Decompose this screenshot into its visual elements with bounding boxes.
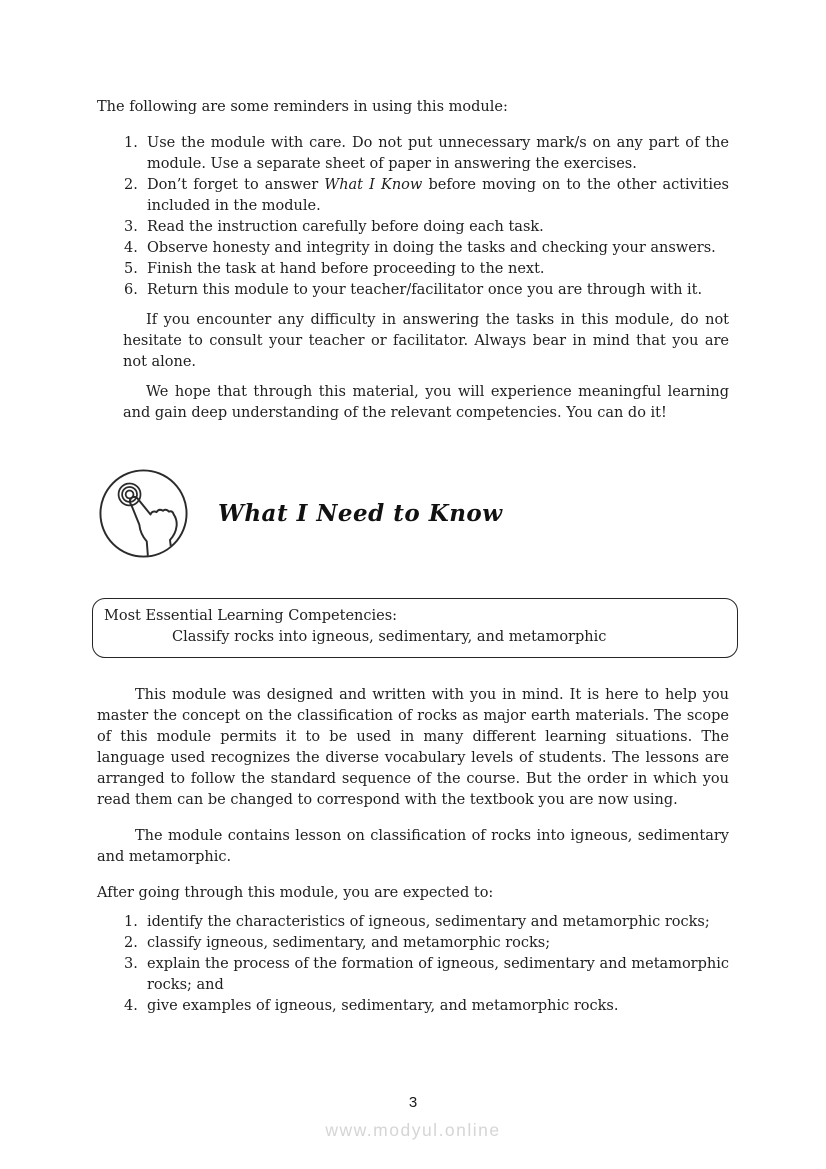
italic-phrase: What I Know	[324, 177, 423, 193]
list-item	[124, 217, 729, 238]
tap-hand-icon	[97, 467, 190, 560]
section-title: What I Need to Know	[218, 500, 503, 527]
list-item-text: Observe honesty and integrity in doing the tasks and checking your answers.	[147, 240, 716, 256]
list-item	[124, 933, 729, 954]
list-number: 1.	[124, 914, 138, 930]
list-item-text: Read the instruction carefully before doing each task.	[147, 219, 544, 235]
list-item	[124, 175, 729, 217]
list-number: 2.	[124, 177, 138, 193]
list-number: 6.	[124, 282, 138, 298]
page-number: 3	[408, 1094, 418, 1111]
list-number: 3.	[124, 219, 138, 235]
list-number: 3.	[124, 956, 138, 972]
list-item	[124, 912, 729, 933]
reminders-intro: The following are some reminders in using this module:	[97, 99, 508, 115]
list-item-text: identify the characteristics of igneous, sedimentary and metamorphic rocks;	[147, 914, 710, 930]
paragraph-design: This module was designed and written with you in mind. It is here to help you master the concept on the classification of rocks as major earth materials. The scope of this module permits it to be used in many different learning situations. The language used recognizes the diverse vocabulary levels of students. The lessons are arranged to follow the standard sequence of the course. But the order in which you read them can be changed to correspond with the textbook you are now using.	[97, 687, 729, 808]
paragraph-contents: The module contains lesson on classification of rocks into igneous, sedimentary and metamorphic.	[97, 828, 729, 865]
list-item	[124, 238, 729, 259]
objectives-list	[97, 912, 729, 1017]
list-item-text: Return this module to your teacher/facilitator once you are through with it.	[147, 282, 703, 298]
watermark: www.modyul.online	[325, 1120, 501, 1140]
list-number: 1.	[124, 135, 138, 151]
list-number: 4.	[124, 998, 138, 1014]
reminders-list	[97, 133, 729, 301]
melc-competency: Classify rocks into igneous, sedimentary, and metamorphic	[172, 629, 607, 645]
list-number: 2.	[124, 935, 138, 951]
list-item-text: classify igneous, sedimentary, and metamorphic rocks;	[147, 935, 551, 951]
paragraph-difficulty: If you encounter any difficulty in answering the tasks in this module, do not hesitate to consult your teacher or facilitator. Always bear in mind that you are not alone.	[123, 312, 729, 370]
paragraph-hope: We hope that through this material, you will experience meaningful learning and gain deep understanding of the relevant competencies. You can do it!	[123, 384, 729, 421]
list-item	[124, 996, 729, 1017]
list-item	[124, 954, 729, 996]
list-item-text: give examples of igneous, sedimentary, and metamorphic rocks.	[147, 998, 619, 1014]
list-item	[124, 133, 729, 175]
list-number: 4.	[124, 240, 138, 256]
list-item-text: Use the module with care. Do not put unnecessary mark/s on any part of the module. Use a separate sheet of paper in answering the exercises.	[147, 135, 729, 172]
list-item-text-pre: Don’t forget to answer	[147, 177, 325, 193]
objectives-intro: After going through this module, you are expected to:	[97, 885, 494, 901]
list-item-text: explain the process of the formation of igneous, sedimentary and metamorphic rocks; and	[147, 956, 729, 993]
melc-label: Most Essential Learning Competencies:	[104, 608, 398, 624]
list-item-text	[147, 175, 729, 217]
list-item-text-post: before moving on to the other activities included in the module.	[147, 177, 729, 214]
melc-box	[92, 598, 738, 658]
list-item	[124, 280, 729, 301]
list-item-text: Finish the task at hand before proceeding to the next.	[147, 261, 545, 277]
list-item	[124, 259, 729, 280]
section-header	[97, 467, 729, 560]
list-number: 5.	[124, 261, 138, 277]
